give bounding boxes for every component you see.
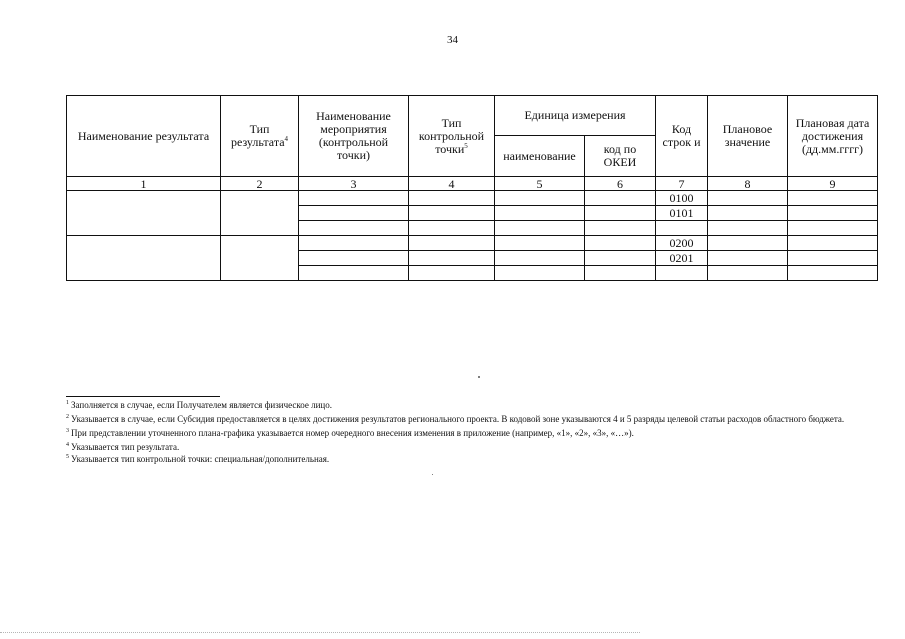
table-cell bbox=[708, 191, 788, 206]
table-cell bbox=[409, 221, 495, 236]
footnote-5: $^5$ Указывается тип контрольной точки: специальная/дополнительная. bbox=[66, 454, 330, 464]
header-result-name: Наименование результата bbox=[67, 96, 221, 177]
table-cell bbox=[299, 251, 409, 266]
table-row bbox=[67, 236, 878, 251]
column-number: 9 bbox=[788, 177, 878, 191]
header-unit-name: наименование bbox=[495, 136, 585, 177]
table-cell bbox=[708, 221, 788, 236]
row-code-cell: 0101 bbox=[656, 206, 708, 221]
footnote-3: $^3$ При представлении уточненного плана-графика указывается номер очередного внесения изменения в приложение (например, «1», «2», «3», «…»). bbox=[66, 428, 634, 438]
footnote-ref-4: 4 bbox=[284, 135, 289, 143]
row-code-cell bbox=[656, 266, 708, 281]
footnote-ref-5: 5 bbox=[464, 141, 468, 150]
header-unit-okei: код по ОКЕИ bbox=[585, 136, 656, 177]
header-unit: Единица измерения bbox=[495, 96, 656, 136]
footnote-4: $^4$ Указывается тип результата. bbox=[66, 442, 180, 452]
table-cell bbox=[708, 266, 788, 281]
table-cell bbox=[585, 221, 656, 236]
table-cell bbox=[409, 251, 495, 266]
page-number: 34 bbox=[447, 34, 458, 46]
footnote-2: $^2$ Указывается в случае, если Субсидия предоставляется в целях достижения результатов регионального проекта. В кодовой зоне указываются 4 и 5 разряды целевой статьи расходов областного бюджета. bbox=[66, 414, 845, 424]
table-cell bbox=[585, 191, 656, 206]
header-row-code: Код строк и bbox=[656, 96, 708, 177]
column-number: 6 bbox=[585, 177, 656, 191]
column-number: 2 bbox=[221, 177, 299, 191]
table-cell bbox=[708, 251, 788, 266]
table-cell bbox=[788, 236, 878, 251]
scan-speck bbox=[432, 474, 433, 475]
result-type-cell bbox=[221, 191, 299, 236]
row-code-cell: 0201 bbox=[656, 251, 708, 266]
column-number: 1 bbox=[67, 177, 221, 191]
table-cell bbox=[495, 266, 585, 281]
table-cell bbox=[299, 191, 409, 206]
table-cell bbox=[708, 236, 788, 251]
column-number: 4 bbox=[409, 177, 495, 191]
column-number: 7 bbox=[656, 177, 708, 191]
header-planned-value: Плановое значение bbox=[708, 96, 788, 177]
table-cell bbox=[788, 206, 878, 221]
table-cell bbox=[788, 221, 878, 236]
footnote-1: $^1$ Заполняется в случае, если Получателем является физическое лицо. bbox=[66, 400, 332, 410]
table-cell bbox=[299, 206, 409, 221]
table-cell bbox=[409, 206, 495, 221]
row-code-cell: 0200 bbox=[656, 236, 708, 251]
table-cell bbox=[788, 251, 878, 266]
table-cell bbox=[495, 191, 585, 206]
table-cell bbox=[495, 221, 585, 236]
column-number: 3 bbox=[299, 177, 409, 191]
table-cell bbox=[788, 191, 878, 206]
table-cell bbox=[708, 206, 788, 221]
row-code-cell: 0100 bbox=[656, 191, 708, 206]
table-cell bbox=[495, 236, 585, 251]
table-cell bbox=[585, 266, 656, 281]
table-cell bbox=[585, 206, 656, 221]
footnote-divider bbox=[66, 396, 220, 397]
table-cell bbox=[299, 236, 409, 251]
header-checkpoint-type: Тип контрольной точки$^5$ bbox=[409, 96, 495, 177]
result-name-cell bbox=[67, 191, 221, 236]
column-number-row bbox=[67, 177, 878, 191]
table-cell bbox=[585, 251, 656, 266]
result-plan-table bbox=[66, 95, 878, 281]
column-number: 5 bbox=[495, 177, 585, 191]
footnotes bbox=[66, 400, 876, 468]
header-result-type: Тип результата$^4$ bbox=[221, 96, 299, 177]
table-cell bbox=[495, 206, 585, 221]
table-row bbox=[67, 191, 878, 206]
table-cell bbox=[409, 191, 495, 206]
column-number: 8 bbox=[708, 177, 788, 191]
row-code-cell bbox=[656, 221, 708, 236]
result-name-cell bbox=[67, 236, 221, 281]
result-type-cell bbox=[221, 236, 299, 281]
table-cell bbox=[409, 266, 495, 281]
table-cell bbox=[299, 266, 409, 281]
header-planned-date: Плановая дата достижения (дд.мм.гггг) bbox=[788, 96, 878, 177]
scan-edge-line bbox=[0, 632, 640, 633]
table-cell bbox=[585, 236, 656, 251]
table-cell bbox=[788, 266, 878, 281]
scan-speck bbox=[478, 376, 480, 378]
table-cell bbox=[299, 221, 409, 236]
header-event-name: Наименование мероприятия (контрольной точки) bbox=[299, 96, 409, 177]
table-cell bbox=[409, 236, 495, 251]
table-cell bbox=[495, 251, 585, 266]
